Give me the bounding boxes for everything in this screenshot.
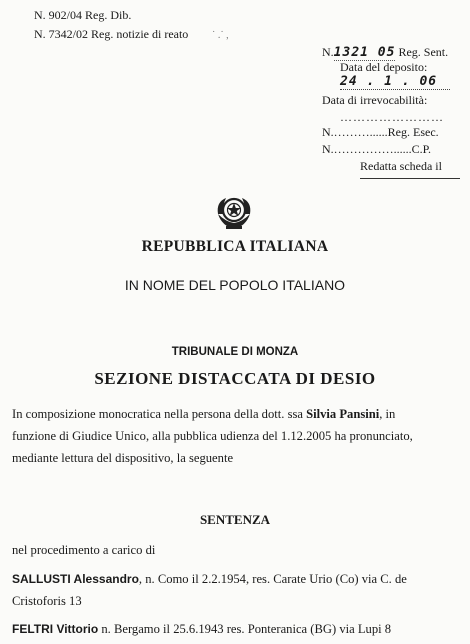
irrevocability-dots: …………………… (340, 110, 444, 124)
people-subtitle: IN NOME DEL POPOLO ITALIANO (124, 277, 346, 293)
defendant-1 (12, 568, 457, 612)
deposit-label: Data del deposito: (340, 60, 428, 74)
reg-notizie-reato-number: N. 7342/02 Reg. notizie di reato (34, 27, 189, 41)
defendant-1-line-1 (12, 568, 457, 590)
reg-esec-suffix: Reg. Esec. (387, 125, 439, 139)
reg-esec-prefix: N. (322, 125, 334, 139)
italian-republic-emblem-icon (212, 192, 256, 232)
cp-dots: ……………...... (333, 142, 412, 156)
cp-prefix: N. (322, 142, 334, 156)
intro-line-1 (12, 403, 457, 425)
reg-sent-prefix: N. (322, 45, 334, 59)
sentence-heading: SENTENZA (199, 512, 271, 527)
defendant-1-name: SALLUSTI Alessandro (12, 572, 139, 586)
defendant-2-details: n. Bergamo il 25.6.1943 res. Ponteranica (BG) via Lupi 8 (98, 622, 392, 636)
section-name: SEZIONE DISTACCATA DI DESIO (94, 369, 376, 388)
reg-sent-handwritten: 1321 05 (333, 45, 396, 60)
proceeding-label: nel procedimento a carico di (12, 543, 156, 557)
defendant-2 (12, 618, 457, 640)
irrevocability-label: Data di irrevocabilità: (322, 93, 428, 107)
defendant-1-details: , n. Como il 2.2.1954, res. Carate Urio (Co) via C. de (138, 572, 407, 586)
defendant-2-name: FELTRI Vittorio (12, 622, 99, 636)
intro-line-1-text: In composizione monocratica nella persona della dott. ssa (12, 407, 307, 421)
deposit-date-handwritten: 24 . 1 . 06 (340, 74, 450, 90)
reg-sent-line (322, 45, 448, 61)
cp-line (322, 142, 431, 157)
reg-esec-line (322, 125, 439, 140)
intro-line-3: mediante lettura del dispositivo, la seguente (12, 451, 234, 465)
scheda-underline (360, 178, 460, 179)
judge-name: Silvia Pansini (306, 407, 380, 421)
reg-sent-suffix: Reg. Sent. (398, 45, 449, 59)
defendant-1-line-2: Cristoforis 13 (12, 594, 82, 608)
scheda-label: Redatta scheda il (360, 159, 442, 173)
reg-esec-dots: ………...... (333, 125, 388, 139)
reg-dib-number: N. 902/04 Reg. Dib. (34, 8, 132, 22)
intro-paragraph (12, 403, 457, 469)
intro-line-2: funzione di Giudice Unico, alla pubblica udienza del 1.12.2005 ha pronunciato, (12, 429, 413, 443)
republic-title: REPUBBLICA ITALIANA (141, 238, 329, 255)
defendant-2-line-1 (12, 618, 457, 640)
court-name: TRIBUNALE DI MONZA (171, 346, 299, 358)
intro-line-1-end: , in (379, 407, 396, 421)
cp-suffix: C.P. (411, 142, 432, 156)
scribble-mark: ˙ .˙ , (212, 30, 229, 41)
